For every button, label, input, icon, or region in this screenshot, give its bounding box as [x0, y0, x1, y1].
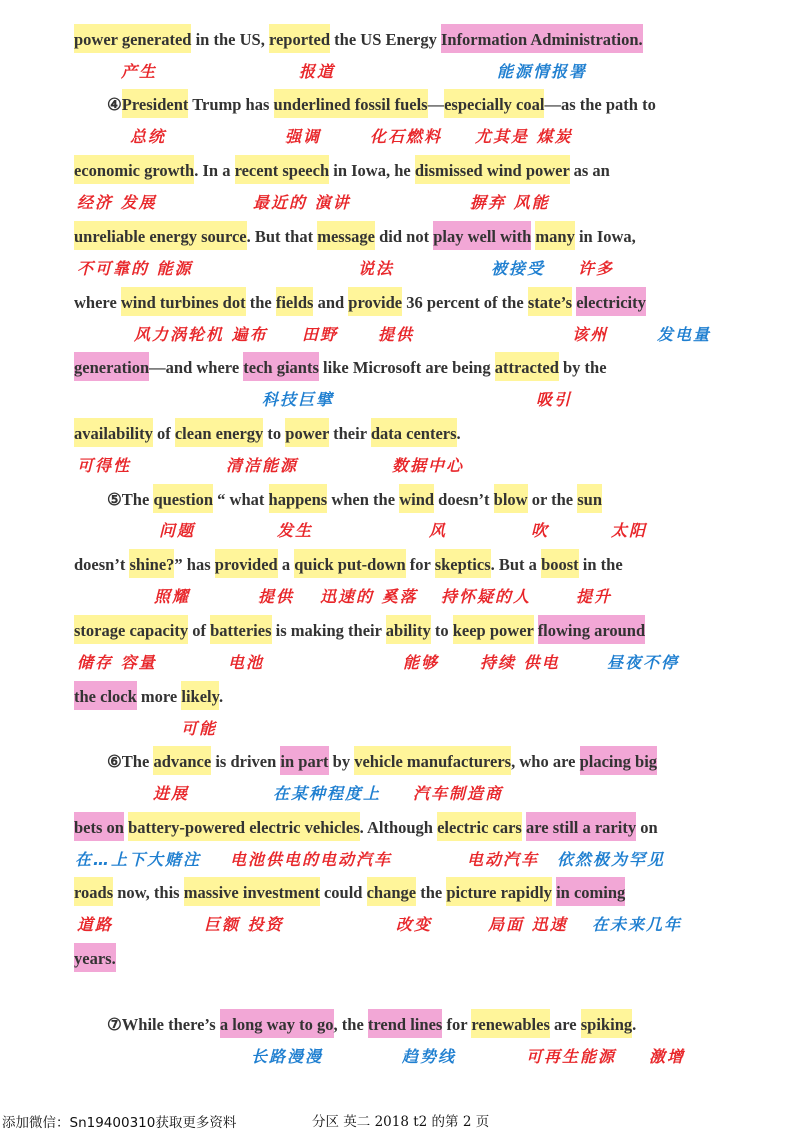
plain-text: by	[328, 752, 355, 771]
plain-text: on	[636, 818, 658, 837]
highlight-phrase: generation	[74, 352, 149, 381]
plain-text: . But a	[490, 555, 542, 574]
page-number-footer: 分区 英二 2018 t2 的第 2 页	[312, 1114, 490, 1130]
plain-text: are	[549, 1015, 581, 1034]
plain-text: to	[263, 424, 286, 443]
plain-text: where	[74, 293, 121, 312]
highlight-phrase: bets on	[74, 812, 124, 841]
text-line	[74, 619, 645, 643]
text-line	[74, 291, 646, 315]
text-line	[107, 93, 656, 117]
gloss-annotation: 许多	[578, 259, 615, 278]
plain-text: now, this	[113, 883, 184, 902]
plain-text: the US Energy	[330, 30, 441, 49]
highlight-phrase: many	[535, 221, 574, 250]
text-line	[74, 159, 610, 183]
gloss-annotation: 照耀	[154, 587, 191, 606]
gloss-annotation: 可能	[181, 719, 218, 738]
text-line	[107, 750, 657, 774]
plain-text: of	[152, 424, 175, 443]
gloss-annotation: 能源情报署	[497, 62, 588, 81]
gloss-annotation: 提供	[258, 587, 295, 606]
gloss-annotation: 数据中心	[392, 456, 465, 475]
paragraph-number: ④	[107, 95, 122, 114]
plain-text: in the US,	[191, 30, 269, 49]
plain-text: the	[245, 293, 276, 312]
highlight-phrase: skeptics	[435, 549, 491, 578]
highlight-phrase: trend lines	[368, 1009, 442, 1038]
plain-text: —as the path to	[544, 95, 656, 114]
plain-text: doesn’t	[74, 555, 130, 574]
gloss-annotation: 风	[429, 521, 448, 540]
gloss-annotation: 该州	[572, 325, 609, 344]
highlight-phrase: are still a rarity	[526, 812, 636, 841]
highlight-phrase: batteries	[210, 615, 271, 644]
gloss-annotation: 强调	[285, 127, 322, 146]
plain-text: . In a	[194, 161, 235, 180]
highlight-phrase: blow	[494, 484, 528, 513]
gloss-annotation: 产生	[121, 62, 158, 81]
gloss-annotation: 摒弃 风能	[470, 193, 550, 212]
gloss-annotation: 提升	[576, 587, 613, 606]
plain-text: could	[319, 883, 367, 902]
highlight-phrase: unreliable energy source	[74, 221, 247, 250]
highlight-phrase: spiking	[581, 1009, 632, 1038]
gloss-annotation: 最近的 演讲	[253, 193, 351, 212]
gloss-annotation: 电池	[228, 653, 265, 672]
highlight-phrase: dismissed wind power	[415, 155, 570, 184]
gloss-annotation: 电动汽车	[467, 850, 540, 869]
highlight-phrase: sun	[577, 484, 602, 513]
highlight-phrase: attracted	[495, 352, 559, 381]
text-line	[107, 1013, 636, 1037]
plain-text: —and where	[149, 358, 244, 377]
text-line	[74, 28, 643, 52]
highlight-phrase: ability	[386, 615, 431, 644]
highlight-phrase: electric cars	[437, 812, 522, 841]
text-line	[74, 422, 461, 446]
gloss-annotation: 储存 容量	[77, 653, 157, 672]
text-line	[107, 488, 602, 512]
plain-text: in the	[578, 555, 623, 574]
plain-text: 36 percent of the	[402, 293, 528, 312]
gloss-annotation: 趋势线	[402, 1047, 457, 1066]
plain-text: their	[328, 424, 371, 443]
highlight-phrase: availability	[74, 418, 153, 447]
plain-text: “ what	[213, 490, 269, 509]
gloss-annotation: 吸引	[536, 390, 573, 409]
highlight-phrase: question	[153, 484, 213, 513]
gloss-annotation: 不可靠的 能源	[77, 259, 193, 278]
plain-text: more	[136, 687, 182, 706]
highlight-phrase: reported	[269, 24, 330, 53]
plain-text: . Although	[359, 818, 438, 837]
plain-text: is making their	[271, 621, 386, 640]
gloss-annotation: 迅速的 奚落	[320, 587, 418, 606]
highlight-phrase: massive investment	[184, 877, 320, 906]
highlight-phrase: data centers	[371, 418, 457, 447]
gloss-annotation: 化石燃料	[370, 127, 443, 146]
plain-text: .	[632, 1015, 637, 1034]
gloss-annotation: 发生	[277, 521, 314, 540]
highlight-phrase: wind	[399, 484, 434, 513]
plain-text: ⑤The	[107, 490, 154, 509]
highlight-phrase: Information Administration.	[441, 24, 643, 53]
gloss-annotation: 在某种程度上	[273, 784, 382, 803]
plain-text: for	[442, 1015, 472, 1034]
highlight-phrase: electricity	[576, 287, 646, 316]
plain-text: like Microsoft are being	[318, 358, 495, 377]
gloss-annotation: 问题	[159, 521, 196, 540]
gloss-annotation: 持续 供电	[480, 653, 560, 672]
text-line	[74, 553, 623, 577]
plain-text: .	[218, 687, 224, 706]
gloss-annotation: 科技巨擘	[262, 390, 335, 409]
plain-text: for	[405, 555, 435, 574]
gloss-annotation: 可得性	[77, 456, 132, 475]
gloss-annotation: 持怀疑的人	[441, 587, 532, 606]
gloss-annotation: 太阳	[611, 521, 648, 540]
plain-text: is driven	[211, 752, 281, 771]
gloss-annotation: 电池供电的电动汽车	[230, 850, 393, 869]
highlight-phrase: the clock	[74, 681, 137, 710]
gloss-annotation: 被接受	[491, 259, 546, 278]
highlight-phrase: keep power	[453, 615, 534, 644]
gloss-annotation: 提供	[378, 325, 415, 344]
footer-wechat-note: 添加微信：Sn19400310获取更多资料	[2, 1115, 237, 1131]
highlight-phrase: state’s	[528, 287, 572, 316]
plain-text: in Iowa,	[574, 227, 636, 246]
plain-text: to	[430, 621, 453, 640]
text-line	[74, 685, 223, 709]
highlight-phrase: storage capacity	[74, 615, 188, 644]
highlight-phrase: power generated	[74, 24, 191, 53]
plain-text: in Iowa, he	[329, 161, 415, 180]
plain-text: , the	[333, 1015, 368, 1034]
text-line	[74, 947, 116, 971]
gloss-annotation: 局面 迅速	[488, 915, 568, 934]
highlight-phrase: provide	[348, 287, 402, 316]
highlight-phrase: change	[367, 877, 417, 906]
highlight-phrase: play well with	[433, 221, 531, 250]
gloss-annotation: 改变	[396, 915, 433, 934]
plain-text: . But that	[246, 227, 318, 246]
plain-text: by the	[558, 358, 607, 377]
highlight-phrase: vehicle manufacturers	[354, 746, 511, 775]
highlight-phrase: tech giants	[243, 352, 319, 381]
gloss-annotation: 昼夜不停	[607, 653, 680, 672]
highlight-phrase: likely	[181, 681, 219, 710]
gloss-annotation: 汽车制造商	[413, 784, 504, 803]
highlight-phrase: shine?	[129, 549, 174, 578]
plain-text: .	[456, 424, 461, 443]
plain-text: when the	[327, 490, 400, 509]
highlight-phrase: in coming	[556, 877, 625, 906]
highlight-phrase: roads	[74, 877, 113, 906]
highlight-phrase: battery-powered electric vehicles	[128, 812, 360, 841]
highlight-phrase: picture rapidly	[446, 877, 552, 906]
plain-text: —	[427, 95, 445, 114]
gloss-annotation: 报道	[299, 62, 336, 81]
plain-text: the	[416, 883, 447, 902]
gloss-annotation: 经济 发展	[77, 193, 157, 212]
highlight-phrase: especially coal	[444, 89, 544, 118]
highlight-phrase: flowing around	[538, 615, 645, 644]
gloss-annotation: 尤其是 煤炭	[475, 127, 573, 146]
highlight-phrase: boost	[541, 549, 579, 578]
gloss-annotation: 进展	[153, 784, 190, 803]
plain-text: doesn’t	[434, 490, 494, 509]
gloss-annotation: 巨额 投资	[204, 915, 284, 934]
highlight-phrase: happens	[269, 484, 328, 513]
highlight-phrase: quick put-down	[294, 549, 405, 578]
gloss-annotation: 田野	[302, 325, 339, 344]
gloss-annotation: 可再生能源	[526, 1047, 617, 1066]
gloss-annotation: 清洁能源	[226, 456, 299, 475]
gloss-annotation: 长路漫漫	[251, 1047, 324, 1066]
gloss-annotation: 在…上下大赌注	[75, 850, 202, 869]
plain-text: , who are	[511, 752, 580, 771]
gloss-annotation: 道路	[77, 915, 114, 934]
gloss-annotation: 能够	[403, 653, 440, 672]
plain-text: a	[277, 555, 295, 574]
highlight-phrase: placing big	[580, 746, 657, 775]
highlight-phrase: message	[317, 221, 375, 250]
gloss-annotation: 依然极为罕见	[557, 850, 666, 869]
highlight-phrase: in part	[280, 746, 328, 775]
highlight-phrase: President	[122, 89, 189, 118]
highlight-phrase: provided	[215, 549, 278, 578]
gloss-annotation: 激增	[649, 1047, 686, 1066]
highlight-phrase: fields	[276, 287, 314, 316]
plain-text: did not	[374, 227, 434, 246]
text-line	[74, 881, 625, 905]
highlight-phrase: a long way to go	[220, 1009, 334, 1038]
text-line	[74, 356, 607, 380]
gloss-annotation: 风力涡轮机 遍布	[134, 325, 268, 344]
plain-text: ” has	[174, 555, 215, 574]
highlight-phrase: recent speech	[235, 155, 330, 184]
plain-text: as an	[569, 161, 610, 180]
gloss-annotation: 吹	[531, 521, 550, 540]
text-line	[74, 816, 658, 840]
highlight-phrase: economic growth	[74, 155, 194, 184]
plain-text: Trump has	[188, 95, 274, 114]
plain-text: and	[313, 293, 349, 312]
highlight-phrase: renewables	[471, 1009, 550, 1038]
plain-text: of	[188, 621, 211, 640]
highlight-phrase: wind turbines dot	[121, 287, 246, 316]
gloss-annotation: 发电量	[657, 325, 712, 344]
highlight-phrase: underlined fossil fuels	[274, 89, 428, 118]
plain-text: ⑦While there’s	[107, 1015, 220, 1034]
highlight-phrase: clean energy	[175, 418, 263, 447]
gloss-annotation: 总统	[130, 127, 167, 146]
highlight-phrase: advance	[153, 746, 211, 775]
plain-text: or the	[527, 490, 578, 509]
highlight-phrase: power	[285, 418, 329, 447]
highlight-phrase: years.	[74, 943, 116, 972]
plain-text: ⑥The	[107, 752, 154, 771]
gloss-annotation: 在未来几年	[592, 915, 683, 934]
text-line	[74, 225, 636, 249]
gloss-annotation: 说法	[358, 259, 395, 278]
